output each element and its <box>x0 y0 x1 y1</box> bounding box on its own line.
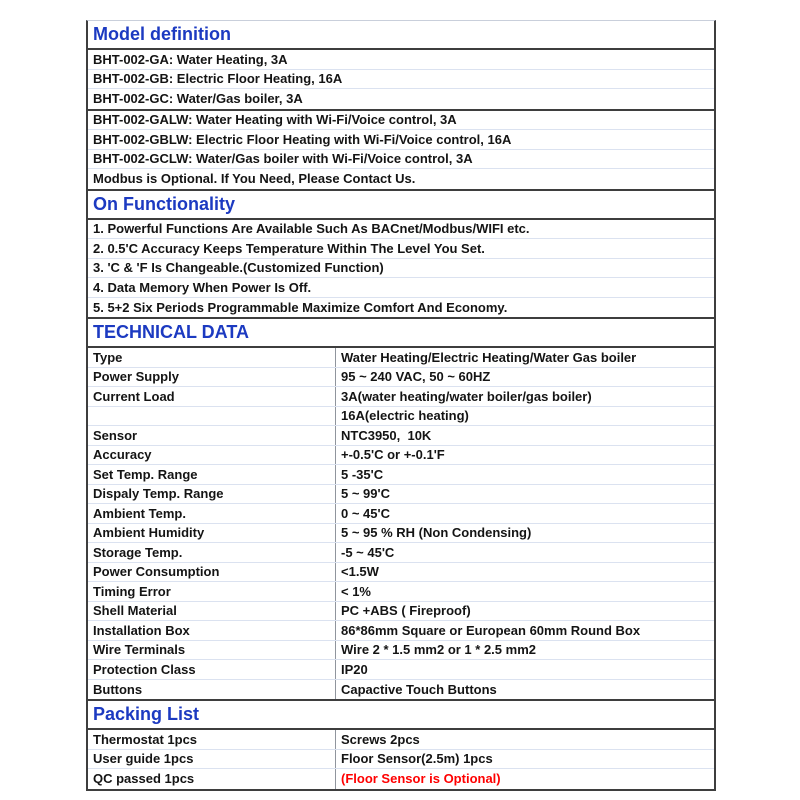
model-definition-group-wifi <box>88 109 714 189</box>
functionality-item-text: 4. Data Memory When Power Is Off. <box>93 279 312 295</box>
spec-label: Protection Class <box>93 661 196 677</box>
table-row <box>88 563 714 583</box>
functionality-item-text: 2. 0.5'C Accuracy Keeps Temperature Within The Level You Set. <box>93 240 485 256</box>
section-heading-model-definition: Model definition <box>88 21 714 50</box>
spec-value: -5 ~ 45'C <box>335 543 714 562</box>
spec-value: 16A(electric heating) <box>335 407 714 426</box>
table-row <box>88 368 714 388</box>
table-row <box>88 150 714 170</box>
model-row-text: BHT-002-GA: Water Heating, 3A <box>93 51 288 67</box>
spec-label: Set Temp. Range <box>93 466 198 482</box>
packing-item-left: QC passed 1pcs <box>93 771 195 787</box>
spec-value: 5 ~ 99'C <box>335 485 714 504</box>
table-row <box>88 660 714 680</box>
packing-item-right: Screws 2pcs <box>335 730 714 749</box>
table-row <box>88 582 714 602</box>
table-row <box>88 278 714 298</box>
spec-label: Wire Terminals <box>93 642 186 658</box>
functionality-item-text: 5. 5+2 Six Periods Programmable Maximize Comfort And Economy. <box>93 299 508 315</box>
table-row <box>88 446 714 466</box>
table-row <box>88 750 714 770</box>
table-row <box>88 465 714 485</box>
spec-value: Water Heating/Electric Heating/Water Gas boiler <box>335 348 714 367</box>
spec-value: 86*86mm Square or European 60mm Round Box <box>335 621 714 640</box>
table-row <box>88 298 714 318</box>
table-row <box>88 239 714 259</box>
model-row-text: BHT-002-GCLW: Water/Gas boiler with Wi-Fi/Voice control, 3A <box>93 151 473 167</box>
spec-value: 95 ~ 240 VAC, 50 ~ 60HZ <box>335 368 714 387</box>
table-row <box>88 769 714 789</box>
spec-label: Power Consumption <box>93 564 220 580</box>
section-heading-packing-list: Packing List <box>88 699 714 730</box>
table-row <box>88 524 714 544</box>
section-heading-on-functionality: On Functionality <box>88 189 714 220</box>
model-row-text: Modbus is Optional. If You Need, Please Contact Us. <box>93 171 416 187</box>
spec-label: Sensor <box>93 427 138 443</box>
spec-value: 5 ~ 95 % RH (Non Condensing) <box>335 524 714 543</box>
table-row <box>88 680 714 700</box>
packing-item-left: User guide 1pcs <box>93 751 194 767</box>
table-row <box>88 220 714 240</box>
model-row-text: BHT-002-GC: Water/Gas boiler, 3A <box>93 91 303 107</box>
table-row <box>88 89 714 109</box>
packing-list-table <box>88 730 714 789</box>
functionality-group <box>88 220 714 318</box>
spec-label: Timing Error <box>93 583 171 599</box>
packing-item-right-optional-note: (Floor Sensor is Optional) <box>335 769 714 789</box>
spec-value: NTC3950, 10K <box>335 426 714 445</box>
spec-label: Current Load <box>93 388 175 404</box>
table-row <box>88 621 714 641</box>
spec-label: Shell Material <box>93 603 177 619</box>
model-row-text: BHT-002-GALW: Water Heating with Wi-Fi/Voice control, 3A <box>93 112 457 128</box>
model-row-text: BHT-002-GBLW: Electric Floor Heating with Wi-Fi/Voice control, 16A <box>93 131 512 147</box>
spec-label <box>88 407 335 426</box>
spec-value: 0 ~ 45'C <box>335 504 714 523</box>
model-definition-group-basic <box>88 50 714 109</box>
model-row-text: BHT-002-GB: Electric Floor Heating, 16A <box>93 71 343 87</box>
spec-value: +-0.5'C or +-0.1'F <box>335 446 714 465</box>
table-row <box>88 407 714 427</box>
table-row <box>88 130 714 150</box>
packing-item-right: Floor Sensor(2.5m) 1pcs <box>335 750 714 769</box>
spec-value: <1.5W <box>335 563 714 582</box>
table-row <box>88 387 714 407</box>
spec-value: < 1% <box>335 582 714 601</box>
spec-label: Ambient Humidity <box>93 525 205 541</box>
section-heading-technical-data: TECHNICAL DATA <box>88 317 714 348</box>
spec-label: Ambient Temp. <box>93 505 186 521</box>
table-row <box>88 641 714 661</box>
spec-label: Dispaly Temp. Range <box>93 486 224 502</box>
spec-label: Buttons <box>93 681 143 697</box>
table-row <box>88 730 714 750</box>
table-row <box>88 602 714 622</box>
spec-label: Storage Temp. <box>93 544 183 560</box>
functionality-item-text: 3. 'C & 'F Is Changeable.(Customized Function) <box>93 260 384 276</box>
spec-value: 5 -35'C <box>335 465 714 484</box>
table-row <box>88 543 714 563</box>
spec-value: IP20 <box>335 660 714 679</box>
spec-value: PC +ABS ( Fireproof) <box>335 602 714 621</box>
packing-item-left: Thermostat 1pcs <box>93 731 198 747</box>
table-row <box>88 259 714 279</box>
functionality-item-text: 1. Powerful Functions Are Available Such As BACnet/Modbus/WIFI etc. <box>93 221 530 237</box>
spec-label: Accuracy <box>93 447 152 463</box>
table-row <box>88 426 714 446</box>
table-row <box>88 50 714 70</box>
table-row <box>88 348 714 368</box>
spec-value: Wire 2 * 1.5 mm2 or 1 * 2.5 mm2 <box>335 641 714 660</box>
spec-label: Power Supply <box>93 369 179 385</box>
spec-value: Capactive Touch Buttons <box>335 680 714 700</box>
technical-data-table <box>88 348 714 699</box>
spec-label: Installation Box <box>93 622 190 638</box>
table-row <box>88 504 714 524</box>
spec-sheet <box>86 20 716 791</box>
table-row <box>88 70 714 90</box>
spec-value: 3A(water heating/water boiler/gas boiler) <box>335 387 714 406</box>
table-row <box>88 111 714 131</box>
spec-label: Type <box>93 349 123 365</box>
table-row <box>88 169 714 189</box>
table-row <box>88 485 714 505</box>
